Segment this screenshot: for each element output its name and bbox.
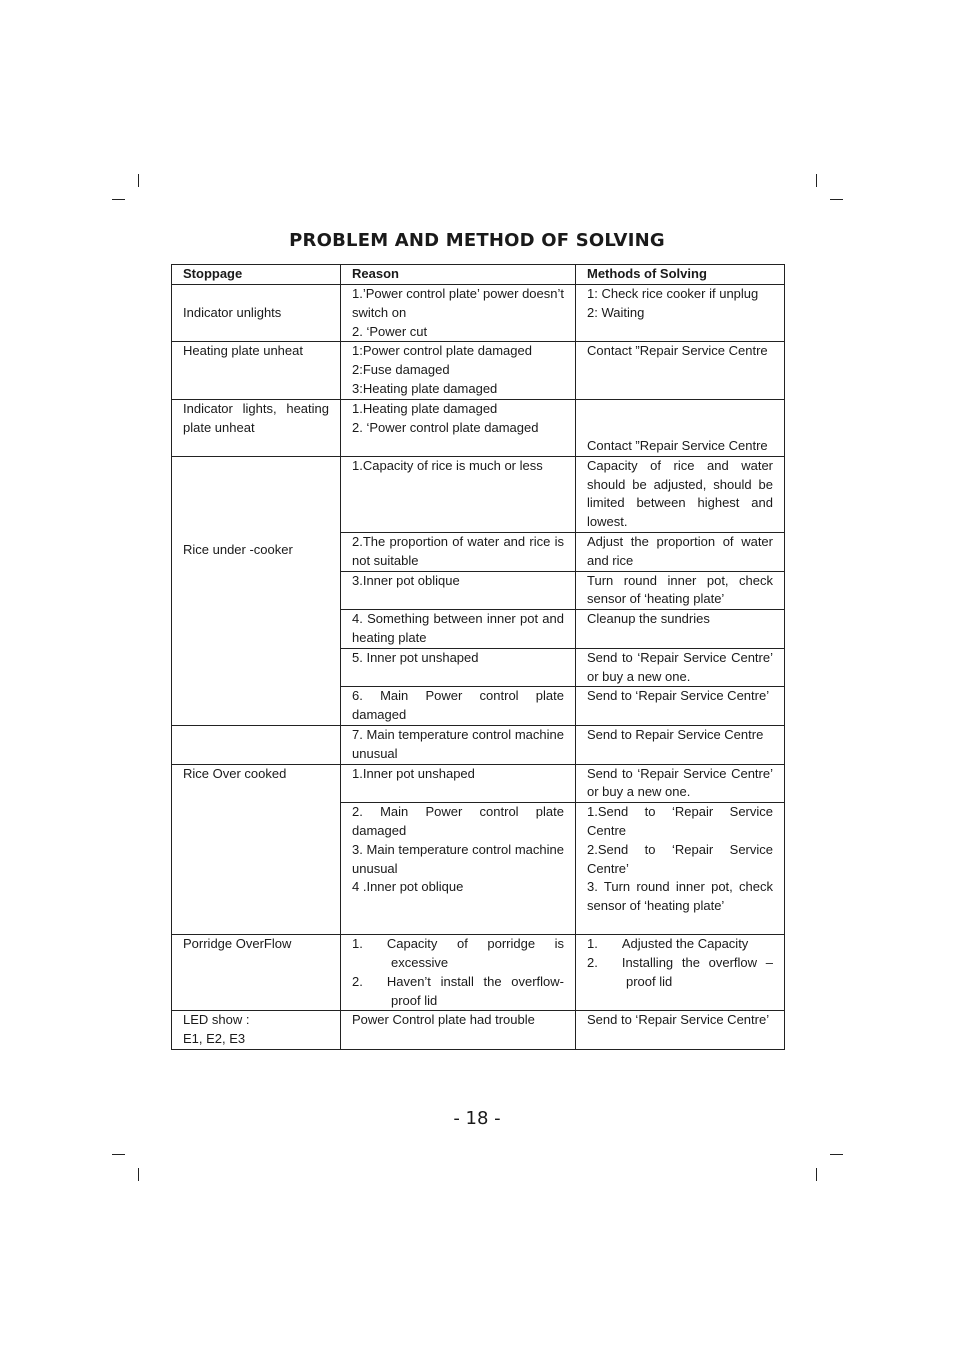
list-number: 2. bbox=[587, 954, 598, 970]
reason-list-item bbox=[352, 935, 564, 973]
reason-cell: 1.Capacity of rice is much or less bbox=[341, 456, 576, 532]
reason-cell: 5. Inner pot unshaped bbox=[341, 648, 576, 687]
reason-cell bbox=[341, 935, 576, 1011]
method-cell: Adjust the proportion of water and rice bbox=[576, 532, 785, 571]
method-cell: Contact ”Repair Service Centre bbox=[576, 342, 785, 399]
troubleshooting-table bbox=[171, 264, 785, 1050]
stoppage-line: LED show : bbox=[183, 1012, 250, 1028]
reason-line: 3. Main temperature control machine unusual bbox=[352, 841, 564, 876]
table-row bbox=[172, 342, 785, 399]
crop-mark-bottom-left-v bbox=[138, 1168, 139, 1181]
method-line: 1.Send to ‘Repair Service Centre bbox=[587, 804, 773, 838]
method-cell bbox=[576, 764, 785, 803]
reason-cell bbox=[341, 342, 576, 399]
crop-mark-top-left-h bbox=[112, 199, 125, 200]
table-row bbox=[172, 725, 785, 764]
method-cell: Cleanup the sundries bbox=[576, 610, 785, 649]
method-line: 3. Turn round inner pot, check sensor of ‘heating plate’ bbox=[587, 879, 773, 914]
stoppage-cell: Indicator lights, heating plate unheat bbox=[172, 399, 341, 456]
reason-cell: 4. Something between inner pot and heating plate bbox=[341, 610, 576, 649]
header-stoppage: Stoppage bbox=[172, 265, 341, 285]
method-cell: Contact ”Repair Service Centre bbox=[576, 399, 785, 456]
stoppage-cell: Porridge OverFlow bbox=[172, 935, 341, 1011]
table-row bbox=[172, 456, 785, 532]
reason-cell: Power Control plate had trouble bbox=[341, 1011, 576, 1050]
method-cell: Send to ‘Repair Service Centre’ bbox=[576, 687, 785, 726]
method-list-item bbox=[587, 954, 773, 992]
reason-line: 2:Fuse damaged bbox=[352, 362, 450, 378]
method-line: 2.Send to ‘Repair Service Centre’ bbox=[587, 841, 773, 876]
stoppage-cell: Rice under -cooker bbox=[172, 456, 341, 725]
list-number: 1. bbox=[352, 936, 363, 952]
list-text: Adjusted the Capacity bbox=[621, 936, 749, 952]
table-row bbox=[172, 285, 785, 342]
method-line: Send to ‘Repair Service Centre’ or buy a new one. bbox=[587, 765, 773, 800]
reason-line: 1.’Power control plate’ power doesn’t switch on bbox=[352, 286, 564, 320]
reason-cell: 6. Main Power control plate damaged bbox=[341, 687, 576, 726]
reason-cell bbox=[341, 803, 576, 935]
method-cell bbox=[576, 803, 785, 935]
list-number: 2. bbox=[352, 973, 363, 989]
crop-mark-top-left-v bbox=[138, 174, 139, 187]
crop-mark-bottom-left-h bbox=[112, 1154, 125, 1155]
list-text: Installing the overflow –proof lid bbox=[621, 954, 773, 989]
reason-cell: 7. Main temperature control machine unusual bbox=[341, 725, 576, 764]
header-methods: Methods of Solving bbox=[576, 265, 785, 285]
reason-line: 3:Heating plate damaged bbox=[352, 380, 498, 396]
method-cell: Send to ‘Repair Service Centre’ or buy a new one. bbox=[576, 648, 785, 687]
method-cell: Send to ‘Repair Service Centre’ bbox=[576, 1011, 785, 1050]
method-list-item bbox=[587, 935, 773, 954]
stoppage-line: E1, E2, E3 bbox=[183, 1031, 246, 1047]
method-cell: Send to Repair Service Centre bbox=[576, 725, 785, 764]
crop-mark-bottom-right-v bbox=[816, 1168, 817, 1181]
table-row bbox=[172, 399, 785, 456]
reason-line: 4 .Inner pot oblique bbox=[352, 879, 464, 895]
reason-line: 2. Main Power control plate damaged bbox=[352, 804, 564, 838]
table-header-row bbox=[172, 265, 785, 285]
crop-mark-top-right-v bbox=[816, 174, 817, 187]
crop-mark-top-right-h bbox=[830, 199, 843, 200]
method-line: 1: Check rice cooker if unplug bbox=[587, 286, 759, 301]
reason-line: 1.Inner pot unshaped bbox=[352, 765, 475, 781]
table-row bbox=[172, 1011, 785, 1050]
stoppage-cell bbox=[172, 1011, 341, 1050]
reason-line: 1.Heating plate damaged bbox=[352, 400, 498, 416]
crop-mark-bottom-right-h bbox=[830, 1154, 843, 1155]
reason-line: 2. ‘Power control plate damaged bbox=[352, 419, 539, 435]
method-line: 2: Waiting bbox=[587, 304, 645, 320]
table-row bbox=[172, 935, 785, 1011]
list-text: Haven’t install the overflow-proof lid bbox=[386, 973, 564, 1008]
reason-cell bbox=[341, 399, 576, 456]
page-number: - 18 - bbox=[453, 1108, 501, 1129]
reason-line: 1:Power control plate damaged bbox=[352, 343, 532, 359]
reason-cell bbox=[341, 764, 576, 803]
method-cell bbox=[576, 935, 785, 1011]
stoppage-cell: Heating plate unheat bbox=[172, 342, 341, 399]
reason-list-item bbox=[352, 973, 564, 1011]
list-number: 1. bbox=[587, 936, 598, 952]
reason-cell: 2.The proportion of water and rice is not suitable bbox=[341, 532, 576, 571]
stoppage-cell: Indicator unlights bbox=[172, 285, 341, 342]
list-text: Capacity of porridge is excessive bbox=[386, 936, 564, 970]
stoppage-cell bbox=[172, 725, 341, 764]
method-cell: Turn round inner pot, check sensor of ‘heating plate’ bbox=[576, 571, 785, 610]
reason-cell bbox=[341, 285, 576, 342]
method-cell: Capacity of rice and water should be adjusted, should be limited between highest and lowest. bbox=[576, 456, 785, 532]
reason-cell: 3.Inner pot oblique bbox=[341, 571, 576, 610]
page-title: PROBLEM AND METHOD OF SOLVING bbox=[289, 230, 665, 251]
table-row bbox=[172, 764, 785, 803]
method-cell bbox=[576, 285, 785, 342]
header-reason: Reason bbox=[341, 265, 576, 285]
reason-line: 2. ‘Power cut bbox=[352, 323, 428, 339]
stoppage-cell: Rice Over cooked bbox=[172, 764, 341, 935]
